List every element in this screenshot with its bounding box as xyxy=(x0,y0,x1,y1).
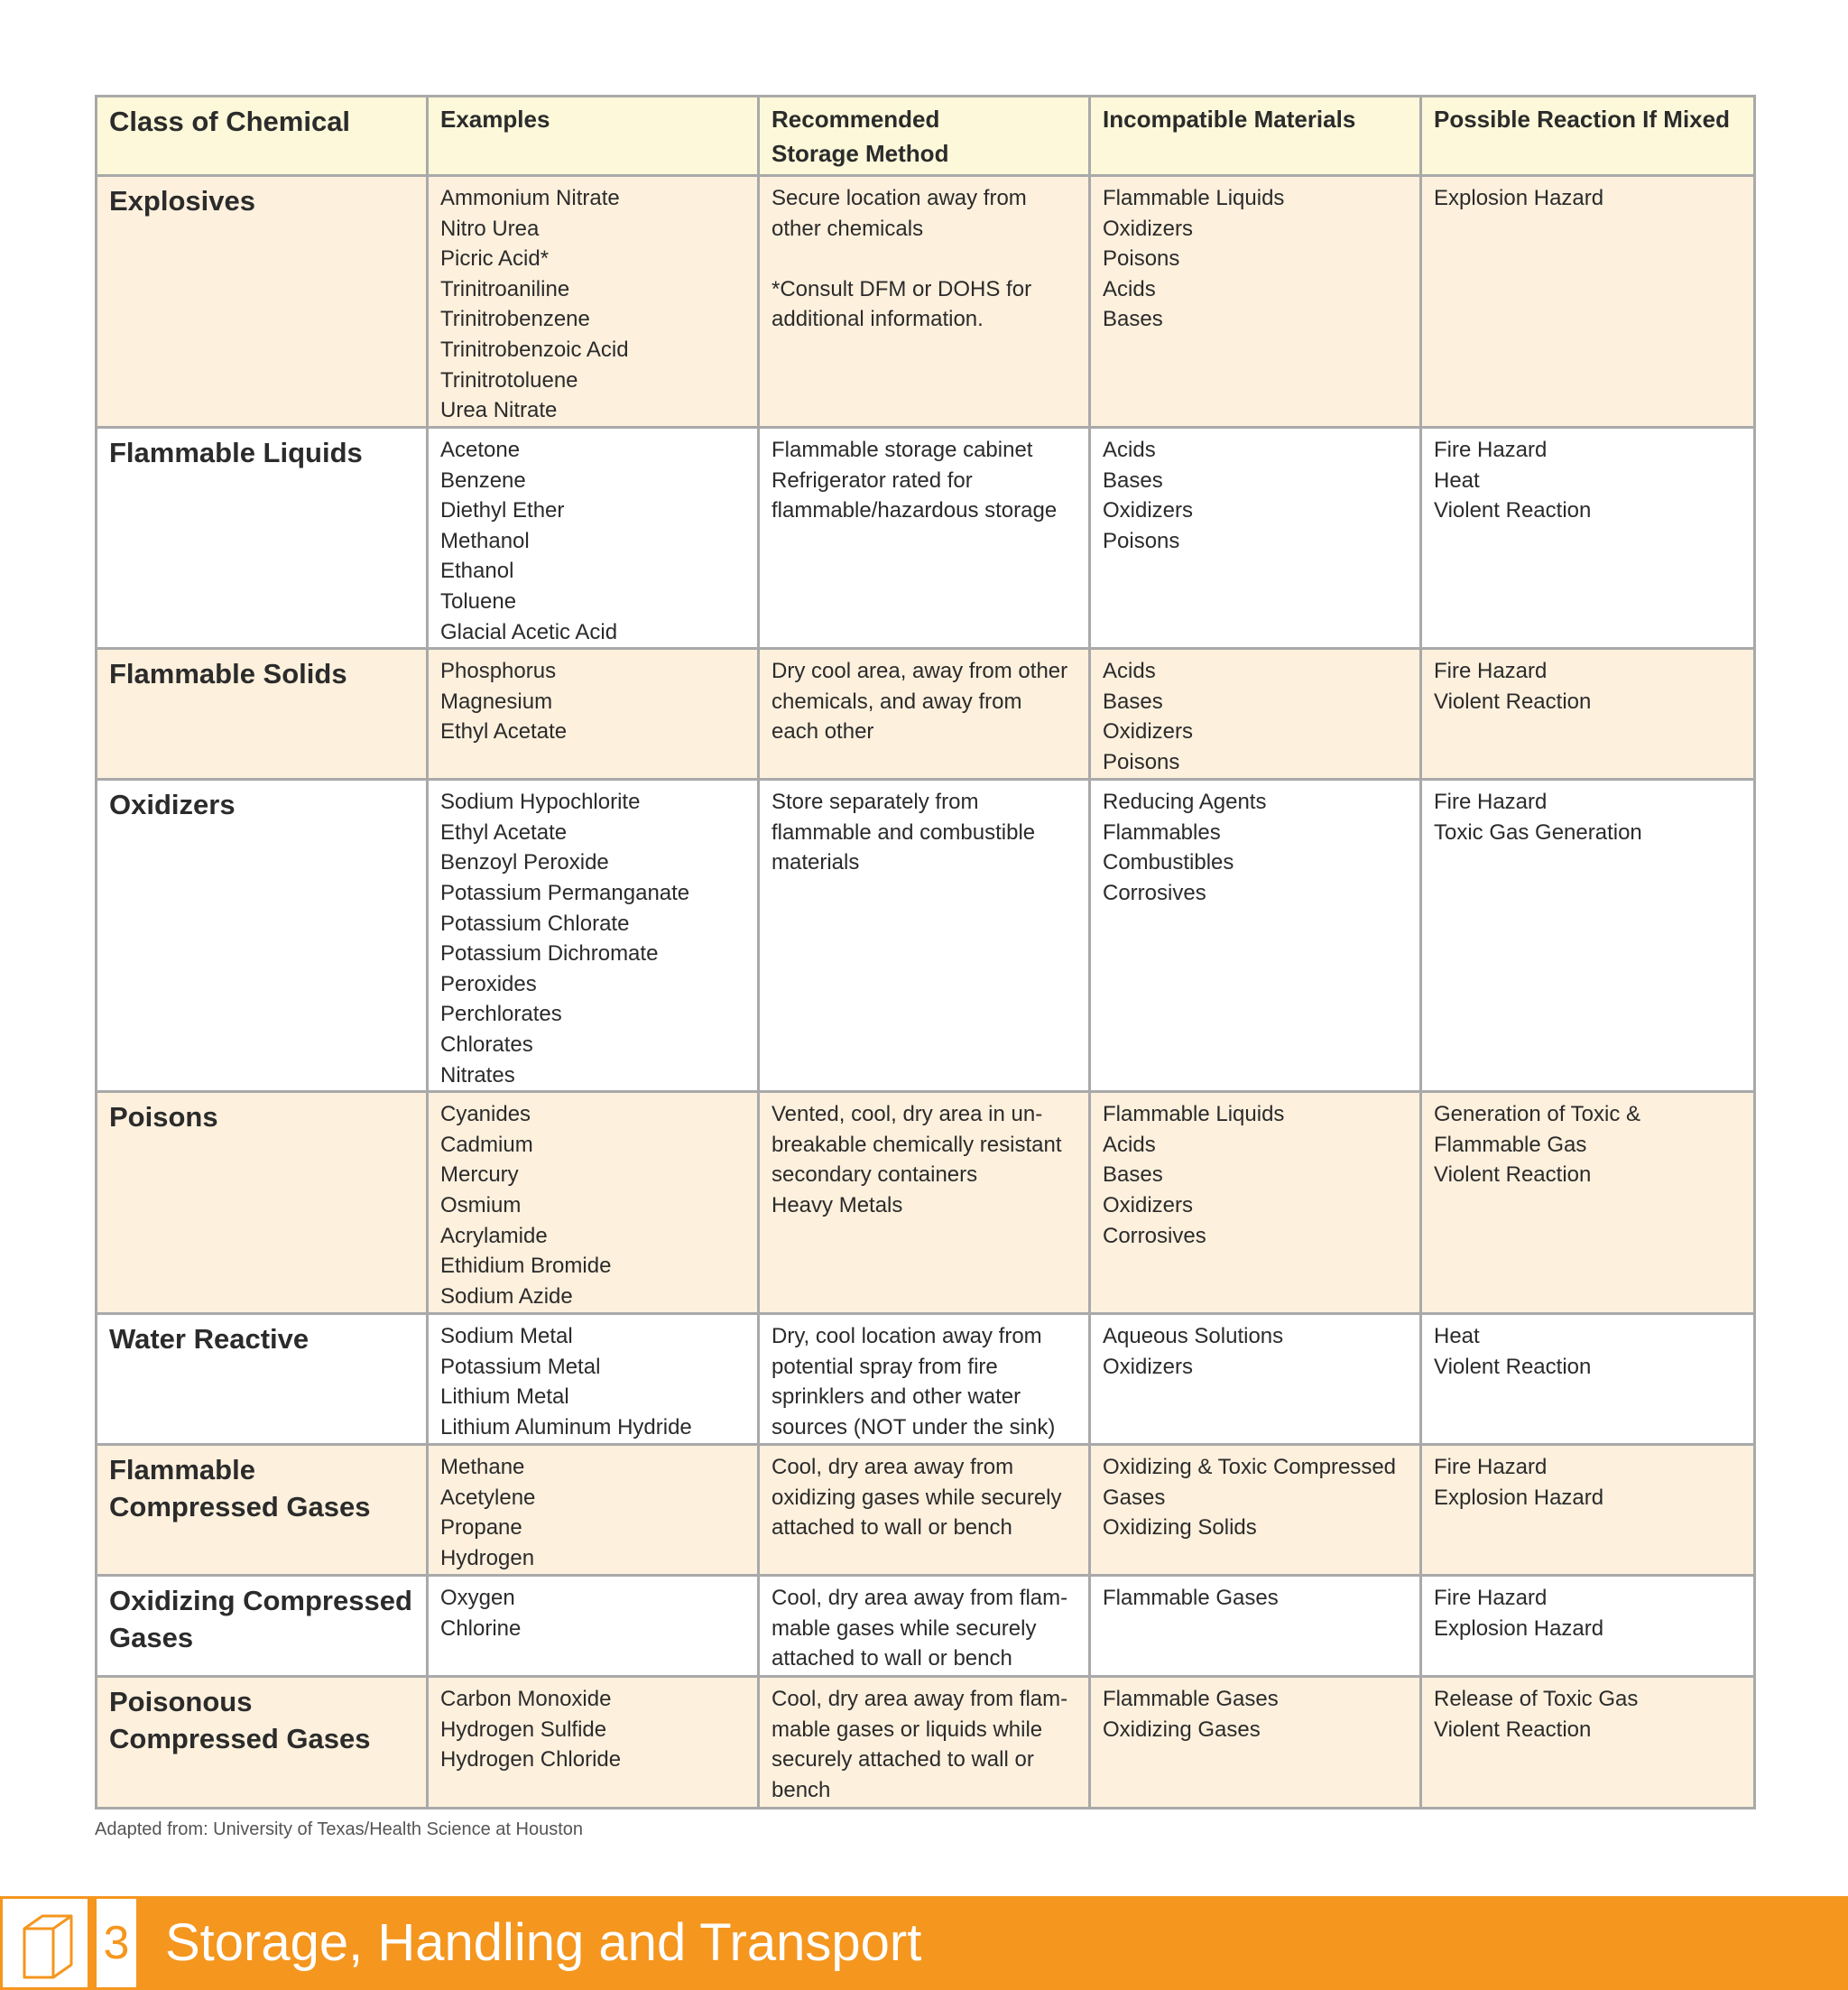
cell-line: Compressed Gases xyxy=(109,1491,371,1523)
cell-line: Potassium Permanganate xyxy=(440,880,690,905)
class-cell xyxy=(97,649,428,780)
table-row xyxy=(97,1677,1755,1809)
cell-line: Sodium Hypochlorite xyxy=(440,790,641,815)
cell-line: Secure location away from xyxy=(772,186,1027,210)
table-row xyxy=(97,1092,1755,1314)
cell-line: Vented, cool, dry area in un- xyxy=(772,1102,1043,1127)
examples-cell xyxy=(428,1092,759,1314)
examples-cell xyxy=(428,649,759,780)
cell-line: Release of Toxic Gas xyxy=(1434,1687,1639,1712)
cell-line: Phosphorus xyxy=(440,659,557,684)
class-cell xyxy=(97,1445,428,1576)
header-possible-reaction: Possible Reaction If Mixed xyxy=(1421,97,1755,176)
table-row xyxy=(97,1314,1755,1445)
cell-line: flammable and combustible xyxy=(772,819,1036,845)
incompatible-materials-cell xyxy=(1090,1677,1421,1809)
cell-line: Aqueous Solutions xyxy=(1103,1324,1284,1349)
cell-line: Methanol xyxy=(440,528,530,553)
cell-line: Gases xyxy=(109,1622,194,1654)
cell-line: Fire Hazard xyxy=(1434,659,1548,684)
table-row xyxy=(97,780,1755,1092)
incompatible-materials-cell xyxy=(1090,1092,1421,1314)
examples-cell xyxy=(428,176,759,428)
cell-line: Fire Hazard xyxy=(1434,1455,1548,1480)
cell-line: Flammable Gases xyxy=(1103,1586,1279,1611)
cell-line: Diethyl Ether xyxy=(440,498,565,523)
cell-line: Potassium Chlorate xyxy=(440,911,630,936)
cell-line: Potassium Metal xyxy=(440,1354,601,1379)
cell-line: Heat xyxy=(1434,1324,1480,1349)
cell-line: *Consult DFM or DOHS for xyxy=(772,276,1032,301)
cell-line: Lithium Aluminum Hydride xyxy=(440,1414,692,1439)
cell-line: Cool, dry area away from flam- xyxy=(772,1586,1068,1611)
cell-line: sources (NOT under the sink) xyxy=(772,1414,1056,1439)
cell-line: flammable/hazardous storage xyxy=(772,498,1058,523)
cell-line: Explosion Hazard xyxy=(1434,1485,1604,1510)
cell-line: Poisons xyxy=(1103,528,1180,553)
cell-line: Carbon Monoxide xyxy=(440,1687,612,1712)
header-row xyxy=(97,97,1755,176)
cell-line: sprinklers and other water xyxy=(772,1384,1021,1410)
storage-method-cell xyxy=(759,1576,1090,1677)
examples-cell xyxy=(428,1445,759,1576)
cell-line: Oxidizers xyxy=(1103,1192,1194,1217)
possible-reaction-cell xyxy=(1421,780,1755,1092)
cell-line: chemicals, and away from xyxy=(772,689,1022,714)
cell-line: Oxidizers xyxy=(1103,719,1194,745)
cell-line: Propane xyxy=(440,1515,522,1541)
cell-line: Acetone xyxy=(440,438,521,462)
cell-line: materials xyxy=(772,850,860,875)
cell-line: Reducing Agents xyxy=(1103,790,1267,815)
cell-line: Gases xyxy=(1103,1485,1166,1510)
cell-line: Bases xyxy=(1103,689,1163,714)
examples-cell xyxy=(428,780,759,1092)
chemical-storage-table xyxy=(95,95,1756,1810)
cell-line: Picric Acid* xyxy=(440,246,550,272)
cell-line: Sodium Metal xyxy=(440,1324,573,1349)
cell-line: secondary containers xyxy=(772,1162,978,1188)
cell-line: Water Reactive xyxy=(109,1323,310,1356)
incompatible-materials-cell xyxy=(1090,428,1421,649)
cell-line: Explosives xyxy=(109,185,255,217)
possible-reaction-cell xyxy=(1421,1445,1755,1576)
cell-line: Trinitrobenzene xyxy=(440,307,590,332)
storage-method-cell xyxy=(759,428,1090,649)
cell-line: Trinitrotoluene xyxy=(440,367,578,393)
table-row xyxy=(97,428,1755,649)
cell-line: Flammable Liquids xyxy=(109,437,363,468)
cell-line: Lithium Metal xyxy=(440,1384,569,1410)
cell-line: Peroxides xyxy=(440,971,537,996)
class-cell xyxy=(97,1576,428,1677)
class-cell xyxy=(97,428,428,649)
cell-line: Trinitrobenzoic Acid xyxy=(440,337,629,362)
cell-line: attached to wall or bench xyxy=(772,1515,1012,1541)
cell-line: Flammable Gas xyxy=(1434,1132,1587,1157)
cell-line: Glacial Acetic Acid xyxy=(440,619,618,644)
cell-line: Corrosives xyxy=(1103,1223,1206,1248)
cell-line: Oxidizers xyxy=(109,789,236,821)
incompatible-materials-cell xyxy=(1090,1314,1421,1445)
cell-line: Sodium Azide xyxy=(440,1283,573,1309)
cell-line: Chlorine xyxy=(440,1615,522,1641)
cell-line: Magnesium xyxy=(440,689,553,714)
incompatible-materials-cell xyxy=(1090,176,1421,428)
cell-line: Ethyl Acetate xyxy=(440,719,568,745)
cell-line: Flammables xyxy=(1103,819,1221,845)
cell-line: other chemicals xyxy=(772,216,924,241)
table-row xyxy=(97,176,1755,428)
cell-line: Oxidizers xyxy=(1103,216,1194,241)
cell-line: each other xyxy=(772,719,874,745)
cell-line: Oxygen xyxy=(440,1586,515,1611)
cell-line: Flammable storage cabinet xyxy=(772,438,1033,462)
cell-line: Cool, dry area away from flam- xyxy=(772,1687,1068,1712)
examples-cell xyxy=(428,1677,759,1809)
cell-line: Cyanides xyxy=(440,1102,531,1127)
cell-line: Refrigerator rated for xyxy=(772,467,973,493)
storage-method-cell xyxy=(759,780,1090,1092)
cell-line: Fire Hazard xyxy=(1434,438,1548,462)
cell-line: Oxidizing Solids xyxy=(1103,1515,1257,1541)
cell-line: mable gases while securely xyxy=(772,1615,1037,1641)
cell-line: Flammable xyxy=(109,1454,255,1486)
cell-line: Ammonium Nitrate xyxy=(440,186,620,210)
cell-line: Dry, cool location away from xyxy=(772,1324,1042,1349)
storage-method-cell xyxy=(759,1445,1090,1576)
storage-method-cell xyxy=(759,1314,1090,1445)
cell-line: Violent Reaction xyxy=(1434,1162,1592,1188)
cell-line: Violent Reaction xyxy=(1434,689,1592,714)
cell-line: Violent Reaction xyxy=(1434,1354,1592,1379)
cell-line: Acids xyxy=(1103,438,1156,462)
cell-line: Bases xyxy=(1103,307,1163,332)
cell-line: Oxidizing & Toxic Compressed xyxy=(1103,1455,1397,1480)
cell-line: Perchlorates xyxy=(440,1002,562,1027)
incompatible-materials-cell xyxy=(1090,649,1421,780)
class-cell xyxy=(97,176,428,428)
cell-line: Cool, dry area away from xyxy=(772,1455,1014,1480)
storage-method-cell xyxy=(759,1677,1090,1809)
cell-line: Flammable Liquids xyxy=(1103,186,1285,210)
cell-line: Ethyl Acetate xyxy=(440,819,568,845)
cell-line: Benzoyl Peroxide xyxy=(440,850,609,875)
cell-line: Flammable Gases xyxy=(1103,1687,1279,1712)
cell-line: Cadmium xyxy=(440,1132,533,1157)
cell-line: Toluene xyxy=(440,588,517,614)
examples-cell xyxy=(428,428,759,649)
cell-line: Store separately from xyxy=(772,790,979,815)
cell-line: securely attached to wall or xyxy=(772,1747,1034,1772)
incompatible-materials-cell xyxy=(1090,1445,1421,1576)
cell-line: Violent Reaction xyxy=(1434,498,1592,523)
class-cell xyxy=(97,1092,428,1314)
header-incompatible-materials: Incompatible Materials xyxy=(1090,97,1421,176)
cell-line: attached to wall or bench xyxy=(772,1646,1012,1671)
cell-line: Hydrogen xyxy=(440,1545,535,1570)
cell-line: mable gases or liquids while xyxy=(772,1717,1043,1742)
possible-reaction-cell xyxy=(1421,1314,1755,1445)
section-title: Storage, Handling and Transport xyxy=(165,1913,922,1972)
possible-reaction-cell xyxy=(1421,1677,1755,1809)
cell-line: Methane xyxy=(440,1455,525,1480)
possible-reaction-cell xyxy=(1421,649,1755,780)
cell-line: Dry cool area, away from other xyxy=(772,659,1068,684)
storage-method-cell xyxy=(759,649,1090,780)
cell-line: additional information. xyxy=(772,307,984,332)
cell-line: Poisons xyxy=(1103,749,1180,774)
table-row xyxy=(97,649,1755,780)
cell-line: Heat xyxy=(1434,467,1480,493)
possible-reaction-cell xyxy=(1421,1092,1755,1314)
cell-line: Corrosives xyxy=(1103,880,1206,905)
cell-line: Oxidizers xyxy=(1103,1354,1194,1379)
cell-line: breakable chemically resistant xyxy=(772,1132,1062,1157)
cell-line: Nitro Urea xyxy=(440,216,540,241)
cell-line: Ethidium Bromide xyxy=(440,1254,612,1279)
cell-line: Toxic Gas Generation xyxy=(1434,819,1642,845)
cell-line: Flammable Solids xyxy=(109,658,347,690)
cell-line: Fire Hazard xyxy=(1434,1586,1548,1611)
cell-line: Explosion Hazard xyxy=(1434,186,1604,210)
cell-line: Acids xyxy=(1103,276,1156,301)
cell-line: Oxidizing Compressed xyxy=(109,1585,412,1617)
cell-line: Mercury xyxy=(440,1162,519,1188)
cell-line: potential spray from fire xyxy=(772,1354,998,1379)
table-row xyxy=(97,1576,1755,1677)
cell-line: Acids xyxy=(1103,1132,1156,1157)
header-examples: Examples xyxy=(428,97,759,176)
cell-line: Heavy Metals xyxy=(772,1192,903,1217)
cell-line: Potassium Dichromate xyxy=(440,941,659,967)
footer-bar xyxy=(0,1896,1848,1990)
cell-line: Combustibles xyxy=(1103,850,1234,875)
section-number: 3 xyxy=(94,1896,139,1990)
examples-cell xyxy=(428,1314,759,1445)
cell-line: Ethanol xyxy=(440,559,514,584)
box-icon xyxy=(0,1896,90,1990)
cell-line: Hydrogen Sulfide xyxy=(440,1717,607,1742)
cell-line: Flammable Liquids xyxy=(1103,1102,1285,1127)
cell-line: Nitrates xyxy=(440,1062,515,1088)
cell-line: Generation of Toxic & xyxy=(1434,1102,1641,1127)
incompatible-materials-cell xyxy=(1090,780,1421,1092)
cell-line: Acids xyxy=(1103,659,1156,684)
storage-method-cell xyxy=(759,176,1090,428)
cell-line: Poisons xyxy=(1103,246,1180,272)
cell-line: Benzene xyxy=(440,467,526,493)
source-note: Adapted from: University of Texas/Health Science at Houston xyxy=(95,1819,584,1839)
possible-reaction-cell xyxy=(1421,428,1755,649)
cell-line: oxidizing gases while securely xyxy=(772,1485,1062,1510)
storage-method-cell xyxy=(759,1092,1090,1314)
possible-reaction-cell xyxy=(1421,176,1755,428)
class-cell xyxy=(97,1314,428,1445)
cell-line xyxy=(772,244,1076,274)
possible-reaction-cell xyxy=(1421,1576,1755,1677)
cell-line: Acrylamide xyxy=(440,1223,548,1248)
cell-line: Bases xyxy=(1103,1162,1163,1188)
cell-line: Hydrogen Chloride xyxy=(440,1747,622,1772)
cell-line: Osmium xyxy=(440,1192,522,1217)
cell-line: Compressed Gases xyxy=(109,1723,371,1755)
cell-line: Acetylene xyxy=(440,1485,536,1510)
header-storage-method: Recommended Storage Method xyxy=(759,97,1090,176)
header-class-of-chemical: Class of Chemical xyxy=(97,97,428,176)
table-row xyxy=(97,1445,1755,1576)
examples-cell xyxy=(428,1576,759,1677)
cell-line: Poisons xyxy=(109,1101,218,1134)
cell-line: Violent Reaction xyxy=(1434,1717,1592,1742)
cell-line: Oxidizers xyxy=(1103,498,1194,523)
cell-line: bench xyxy=(772,1777,831,1802)
cell-line: Explosion Hazard xyxy=(1434,1615,1604,1641)
cell-line: Chlorates xyxy=(440,1032,533,1057)
cell-line: Fire Hazard xyxy=(1434,790,1548,815)
cell-line: Trinitroaniline xyxy=(440,276,570,301)
incompatible-materials-cell xyxy=(1090,1576,1421,1677)
class-cell xyxy=(97,780,428,1092)
class-cell xyxy=(97,1677,428,1809)
cell-line: Oxidizing Gases xyxy=(1103,1717,1261,1742)
cell-line: Poisonous xyxy=(109,1686,253,1718)
cell-line: Urea Nitrate xyxy=(440,398,558,423)
cell-line: Bases xyxy=(1103,467,1163,493)
